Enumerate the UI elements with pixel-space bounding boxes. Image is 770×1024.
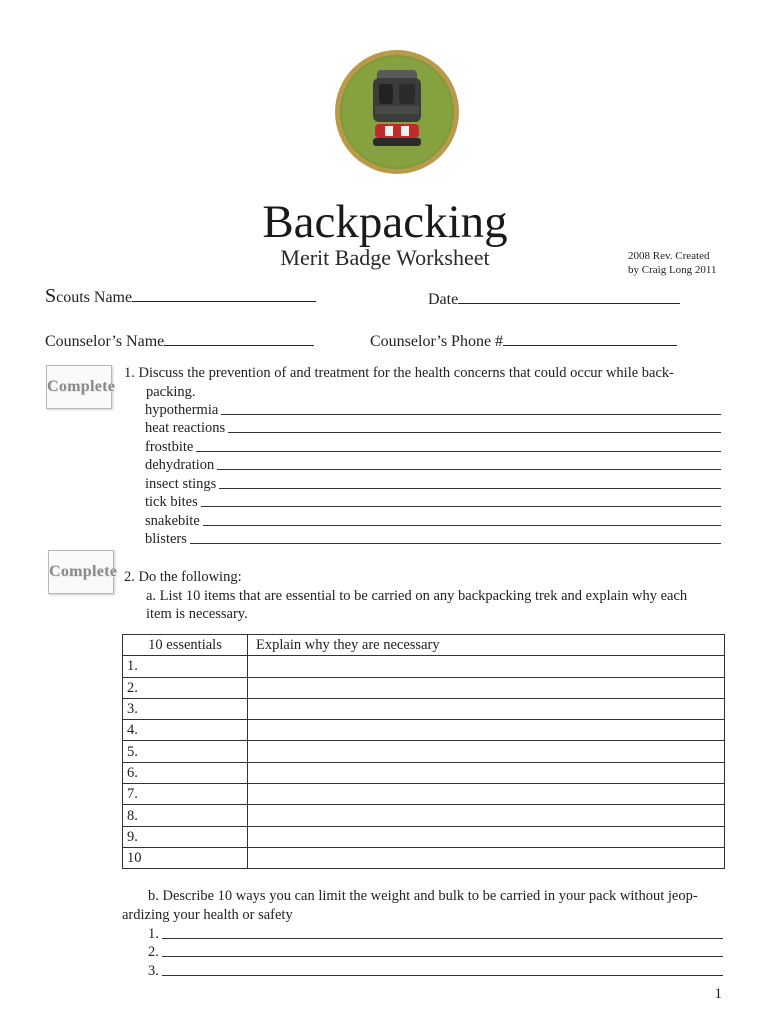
table-row [123, 677, 725, 698]
question-2-text: 2. Do the following: [124, 569, 242, 585]
list-item[interactable] [145, 511, 721, 530]
table-row [123, 762, 725, 783]
question-2b-line-2: ardizing your health or safety [122, 906, 293, 923]
row-number[interactable]: 6. [123, 762, 248, 783]
answer-line[interactable] [162, 956, 723, 957]
item-number: 3. [148, 962, 159, 979]
table-row [123, 805, 725, 826]
item-label: hypothermia [145, 401, 219, 418]
question-1-text-line-1: 1. Discuss the prevention of and treatment for the health concerns that could occur while back- [124, 365, 675, 381]
list-item[interactable] [145, 474, 721, 493]
complete-label-1: Complete [47, 378, 116, 395]
column-header-explanation: Explain why they are necessary [248, 635, 725, 656]
explanation-cell[interactable] [248, 826, 725, 847]
row-number[interactable]: 1. [123, 656, 248, 677]
item-number: 2. [148, 944, 159, 960]
table-header-row [123, 635, 725, 656]
complete-checkbox-1[interactable] [46, 365, 116, 409]
date-line[interactable] [458, 287, 680, 304]
worksheet-title: Backpacking [262, 196, 508, 248]
complete-label-2: Complete [49, 563, 118, 580]
explanation-cell[interactable] [248, 805, 725, 826]
list-item[interactable] [145, 456, 721, 475]
scout-name-label: couts Name [56, 289, 133, 306]
list-item[interactable] [145, 437, 721, 456]
question-1-items [145, 400, 721, 548]
table-row [123, 741, 725, 762]
answer-line[interactable] [221, 414, 721, 415]
item-label: dehydration [145, 457, 215, 473]
item-label: blisters [145, 531, 187, 547]
answer-line[interactable] [219, 488, 721, 489]
question-2a-line-2: item is necessary. [146, 606, 248, 622]
date-label: Date [428, 291, 459, 308]
item-label: snakebite [145, 512, 200, 529]
answer-line[interactable] [162, 938, 723, 939]
table-row [123, 784, 725, 805]
column-header-essentials: 10 essentials [123, 635, 248, 656]
revision-line-2: by Craig Long 2011 [628, 264, 717, 276]
item-label: tick bites [145, 494, 198, 510]
row-number[interactable]: 4. [123, 720, 248, 741]
list-item[interactable] [145, 530, 721, 549]
item-label: frostbite [145, 438, 194, 455]
list-item[interactable] [145, 493, 721, 512]
item-label: heat reactions [145, 420, 226, 436]
counselor-phone-field[interactable] [370, 329, 677, 352]
answer-line[interactable] [190, 543, 721, 544]
scout-name-cap: S [45, 285, 57, 307]
item-label: insect stings [145, 475, 217, 492]
answer-line[interactable] [196, 451, 721, 452]
table-row [123, 720, 725, 741]
row-number[interactable]: 2. [123, 677, 248, 698]
list-item[interactable] [148, 943, 723, 962]
question-2a-line-1: a. List 10 items that are essential to be carried on any backpacking trek and explain why each [146, 587, 688, 604]
question-2b-line-1: b. Describe 10 ways you can limit the weight and bulk to be carried in your pack without jeop- [148, 888, 698, 904]
row-number[interactable]: 5. [123, 741, 248, 762]
counselor-phone-line[interactable] [503, 329, 677, 346]
counselor-phone-label: Counselor’s Phone # [370, 333, 504, 350]
row-number[interactable]: 10 [123, 847, 248, 868]
revision-note [628, 249, 717, 277]
answer-line[interactable] [162, 975, 723, 976]
scout-name-line[interactable] [132, 285, 316, 302]
explanation-cell[interactable] [248, 762, 725, 783]
answer-line[interactable] [201, 506, 721, 507]
counselor-name-label: Counselor’s Name [45, 333, 165, 350]
essentials-table [122, 634, 725, 869]
merit-badge-emblem [333, 48, 461, 176]
explanation-cell[interactable] [248, 677, 725, 698]
explanation-cell[interactable] [248, 720, 725, 741]
scout-name-field[interactable] [45, 285, 316, 308]
table-row [123, 826, 725, 847]
list-item[interactable] [145, 400, 721, 419]
answer-line[interactable] [217, 469, 721, 470]
complete-checkbox-2[interactable] [48, 550, 118, 594]
explanation-cell[interactable] [248, 741, 725, 762]
question-1-text-line-2: packing. [146, 383, 196, 400]
list-item[interactable] [148, 961, 723, 980]
table-row [123, 656, 725, 677]
counselor-name-field[interactable] [45, 329, 314, 352]
table-row [123, 698, 725, 719]
question-2b-items [148, 924, 723, 980]
revision-line-1: 2008 Rev. Created [628, 250, 710, 262]
row-number[interactable]: 3. [123, 698, 248, 719]
item-number: 1. [148, 925, 159, 942]
table-row [123, 847, 725, 868]
backpack-icon [373, 70, 421, 146]
question-2 [124, 568, 724, 624]
answer-line[interactable] [203, 525, 721, 526]
page-number: 1 [714, 986, 722, 1002]
list-item[interactable] [148, 924, 723, 943]
explanation-cell[interactable] [248, 656, 725, 677]
counselor-name-line[interactable] [164, 329, 314, 346]
row-number[interactable]: 9. [123, 826, 248, 847]
question-1 [124, 364, 724, 401]
question-2b [122, 887, 726, 924]
list-item[interactable] [145, 419, 721, 438]
answer-line[interactable] [228, 432, 721, 433]
date-field[interactable] [428, 287, 680, 310]
explanation-cell[interactable] [248, 698, 725, 719]
explanation-cell[interactable] [248, 847, 725, 868]
row-number[interactable]: 8. [123, 805, 248, 826]
worksheet-subtitle: Merit Badge Worksheet [280, 245, 490, 270]
row-number[interactable]: 7. [123, 784, 248, 805]
explanation-cell[interactable] [248, 784, 725, 805]
